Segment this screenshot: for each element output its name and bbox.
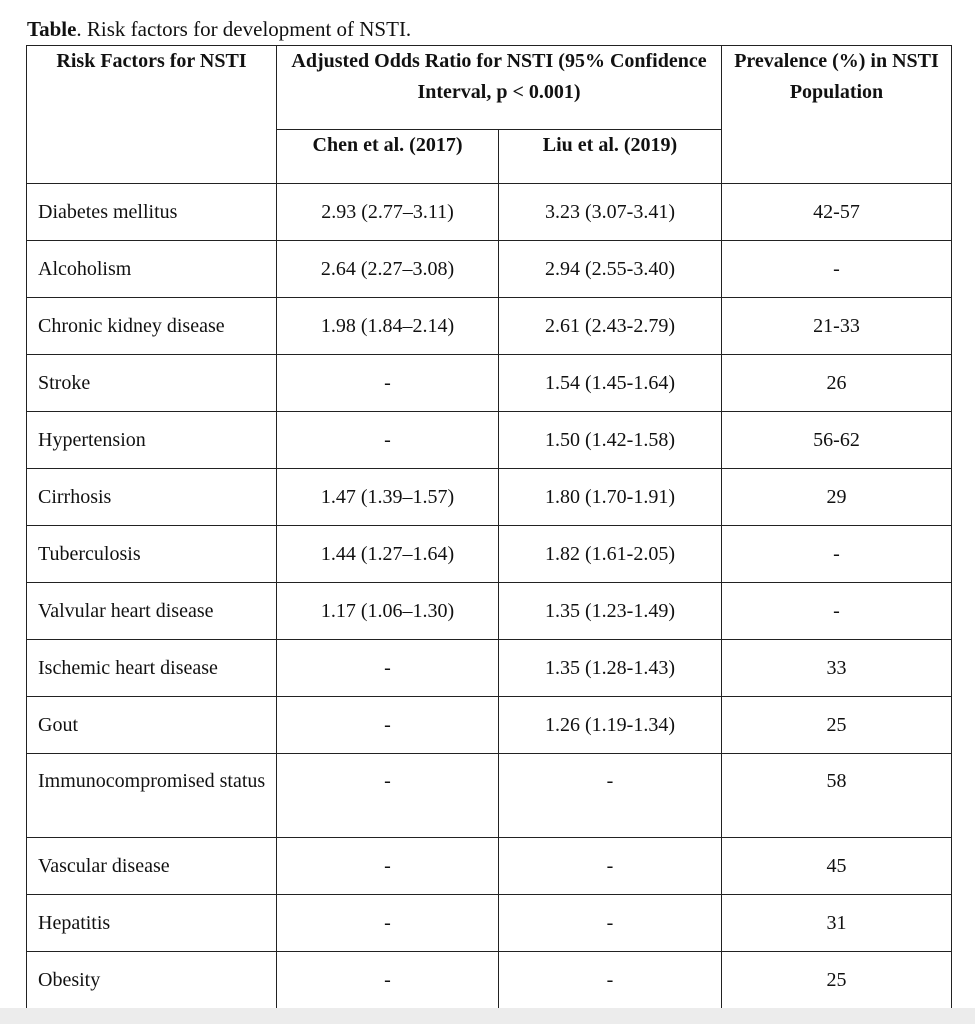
table-row	[27, 838, 952, 895]
header-chen: Chen et al. (2017)	[277, 130, 499, 184]
cell-factor: Tuberculosis	[27, 526, 277, 583]
cell-prevalence: 29	[722, 469, 952, 526]
cell-factor: Obesity	[27, 952, 277, 1009]
table-caption	[27, 16, 411, 42]
cell-chen: 1.17 (1.06–1.30)	[277, 583, 499, 640]
header-risk-factor: Risk Factors for NSTI	[27, 46, 277, 184]
cell-chen: -	[277, 754, 499, 838]
cell-factor: Immunocompromised status	[27, 754, 277, 838]
cell-chen: 1.44 (1.27–1.64)	[277, 526, 499, 583]
cell-liu: -	[499, 838, 722, 895]
cell-prevalence: -	[722, 526, 952, 583]
header-prevalence: Prevalence (%) in NSTI Population	[722, 46, 952, 184]
cell-factor: Cirrhosis	[27, 469, 277, 526]
table-row	[27, 526, 952, 583]
cell-chen: -	[277, 697, 499, 754]
table-row	[27, 952, 952, 1009]
table-row	[27, 184, 952, 241]
caption-text: . Risk factors for development of NSTI.	[76, 17, 412, 41]
cell-liu: 1.82 (1.61-2.05)	[499, 526, 722, 583]
cell-factor: Chronic kidney disease	[27, 298, 277, 355]
cell-chen: -	[277, 838, 499, 895]
cell-liu: -	[499, 952, 722, 1009]
cell-prevalence: -	[722, 583, 952, 640]
cell-factor: Alcoholism	[27, 241, 277, 298]
table-row	[27, 640, 952, 697]
cell-chen: -	[277, 952, 499, 1009]
header-row	[27, 46, 952, 130]
cell-chen: -	[277, 355, 499, 412]
cell-chen: -	[277, 895, 499, 952]
table-row	[27, 241, 952, 298]
cell-chen: 1.98 (1.84–2.14)	[277, 298, 499, 355]
cell-chen: 2.64 (2.27–3.08)	[277, 241, 499, 298]
cell-liu: 1.54 (1.45-1.64)	[499, 355, 722, 412]
cell-factor: Vascular disease	[27, 838, 277, 895]
cell-prevalence: 31	[722, 895, 952, 952]
cell-liu: 1.26 (1.19-1.34)	[499, 697, 722, 754]
cell-chen: 2.93 (2.77–3.11)	[277, 184, 499, 241]
header-liu: Liu et al. (2019)	[499, 130, 722, 184]
table-row	[27, 469, 952, 526]
cell-factor: Hypertension	[27, 412, 277, 469]
cell-prevalence: 25	[722, 952, 952, 1009]
cell-liu: 2.61 (2.43-2.79)	[499, 298, 722, 355]
cell-chen: -	[277, 640, 499, 697]
cell-prevalence: 26	[722, 355, 952, 412]
cell-factor: Ischemic heart disease	[27, 640, 277, 697]
table-row	[27, 754, 952, 838]
cell-factor: Diabetes mellitus	[27, 184, 277, 241]
risk-factors-table	[26, 45, 952, 1009]
cell-factor: Stroke	[27, 355, 277, 412]
cell-liu: 1.35 (1.28-1.43)	[499, 640, 722, 697]
cell-chen: 1.47 (1.39–1.57)	[277, 469, 499, 526]
cell-chen: -	[277, 412, 499, 469]
cell-prevalence: 25	[722, 697, 952, 754]
cell-prevalence: 45	[722, 838, 952, 895]
page-bottom-edge	[0, 1008, 975, 1024]
header-odds-ratio: Adjusted Odds Ratio for NSTI (95% Confidence Interval, p < 0.001)	[277, 46, 722, 130]
table-row	[27, 355, 952, 412]
table-row	[27, 412, 952, 469]
cell-factor: Valvular heart disease	[27, 583, 277, 640]
cell-factor: Hepatitis	[27, 895, 277, 952]
cell-liu: 1.35 (1.23-1.49)	[499, 583, 722, 640]
cell-liu: 1.80 (1.70-1.91)	[499, 469, 722, 526]
table-row	[27, 298, 952, 355]
cell-prevalence: -	[722, 241, 952, 298]
cell-prevalence: 42-57	[722, 184, 952, 241]
cell-factor: Gout	[27, 697, 277, 754]
cell-liu: 2.94 (2.55-3.40)	[499, 241, 722, 298]
cell-liu: 3.23 (3.07-3.41)	[499, 184, 722, 241]
cell-prevalence: 58	[722, 754, 952, 838]
cell-prevalence: 56-62	[722, 412, 952, 469]
cell-liu: 1.50 (1.42-1.58)	[499, 412, 722, 469]
table-row	[27, 895, 952, 952]
cell-prevalence: 21-33	[722, 298, 952, 355]
table-row	[27, 583, 952, 640]
cell-prevalence: 33	[722, 640, 952, 697]
cell-liu: -	[499, 754, 722, 838]
caption-label: Table	[27, 17, 77, 41]
table-row	[27, 697, 952, 754]
cell-liu: -	[499, 895, 722, 952]
